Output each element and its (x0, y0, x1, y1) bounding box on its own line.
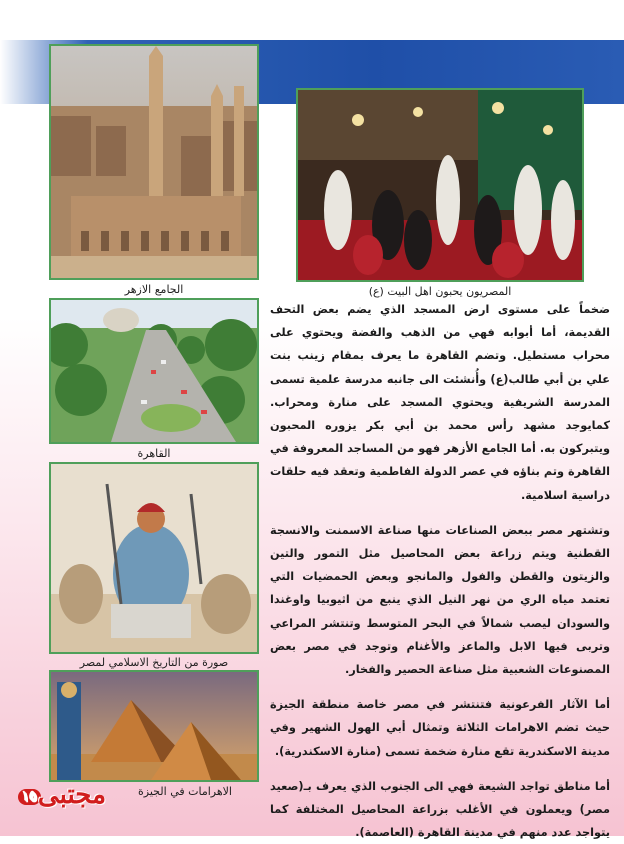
article-paragraph-2: وتشتهر مصر ببعض الصناعات منها صناعة الاسمنت والانسجة القطنية ويتم زراعة بعض المحاصيل مثل التمور والتين والزيتون والقطن والفول والمانجو وبعض الحمضيات التي تعتمد مياه الري من نهر النيل الذي ينبع من اثيوبيا واوغندا والسودان ليصب شمالاً في البحر المتوسط وتنتشر المراعي وتربى فيها الابل والماعز والأغنام وتوجد في مصر بعض المصنوعات الشعبية مثل صناعة الحصير والفخار. (270, 523, 610, 677)
article-body (270, 298, 610, 840)
history-painting (49, 462, 259, 654)
cairo-caption: القاهرة (137, 447, 171, 460)
azhar-mosque-photo (49, 44, 259, 280)
azhar-caption: الجامع الازهر (124, 283, 184, 296)
shrine-crowd-photo (296, 88, 584, 282)
magazine-logo (14, 780, 106, 818)
logo-text: مجتبى (37, 780, 106, 810)
article-paragraph-1: ضخماً على مستوى ارض المسجد الذي يضم بعض التحف القديمة، أما أبوابه فهي من الذهب والفضة ويحتوي على محراب مستطيل. وتضم القاهرة ما يعرف بمقام زينب بنت علي بن أبي طالب(ع) وأُنشئت الى جانبه مدرسة علمية تسمى المدرسة الشريفية ويحتوي المسجد على منارة ومحراب. كمايوجد مشهد رأس محمد بن أبي بكر يزوره المحبون ويتبركون به. أما الجامع الأزهر فهو من المساجد المعروفة في القاهرة وتم بناؤه في عصر الدولة الفاطمية وتعقد فيه حلقات دراسية اسلامية. (270, 303, 610, 502)
pyramids-caption: الاهرامات في الجيزة (138, 785, 232, 798)
shrine-caption: المصريون يحبون اهل البيت (ع) (368, 285, 512, 298)
article-paragraph-4: أما مناطق تواجد الشيعة فهي الى الجنوب الذي يعرف بـ(صعيد مصر) ويعملون في الأغلب بزراعة المحاصيل المختلفة كما يتواجد عدد منهم في مدينة القاهرة (العاصمة). (270, 779, 610, 840)
history-caption: صورة من التاريخ الاسلامي لمصر (79, 656, 229, 669)
page-number: ١٥ (18, 789, 41, 805)
pyramids-photo (49, 670, 259, 782)
article-paragraph-3: أما الآثار الفرعونية فتنتشر في مصر خاصة منطقة الجيزة حيث تضم الاهرامات الثلاثة وتمثال أبي الهول الشهير وفي مدينة الاسكندرية تقع منارة ضخمة تسمى (منارة الاسكندرية). (270, 698, 610, 758)
cairo-boulevard-photo (49, 298, 259, 444)
